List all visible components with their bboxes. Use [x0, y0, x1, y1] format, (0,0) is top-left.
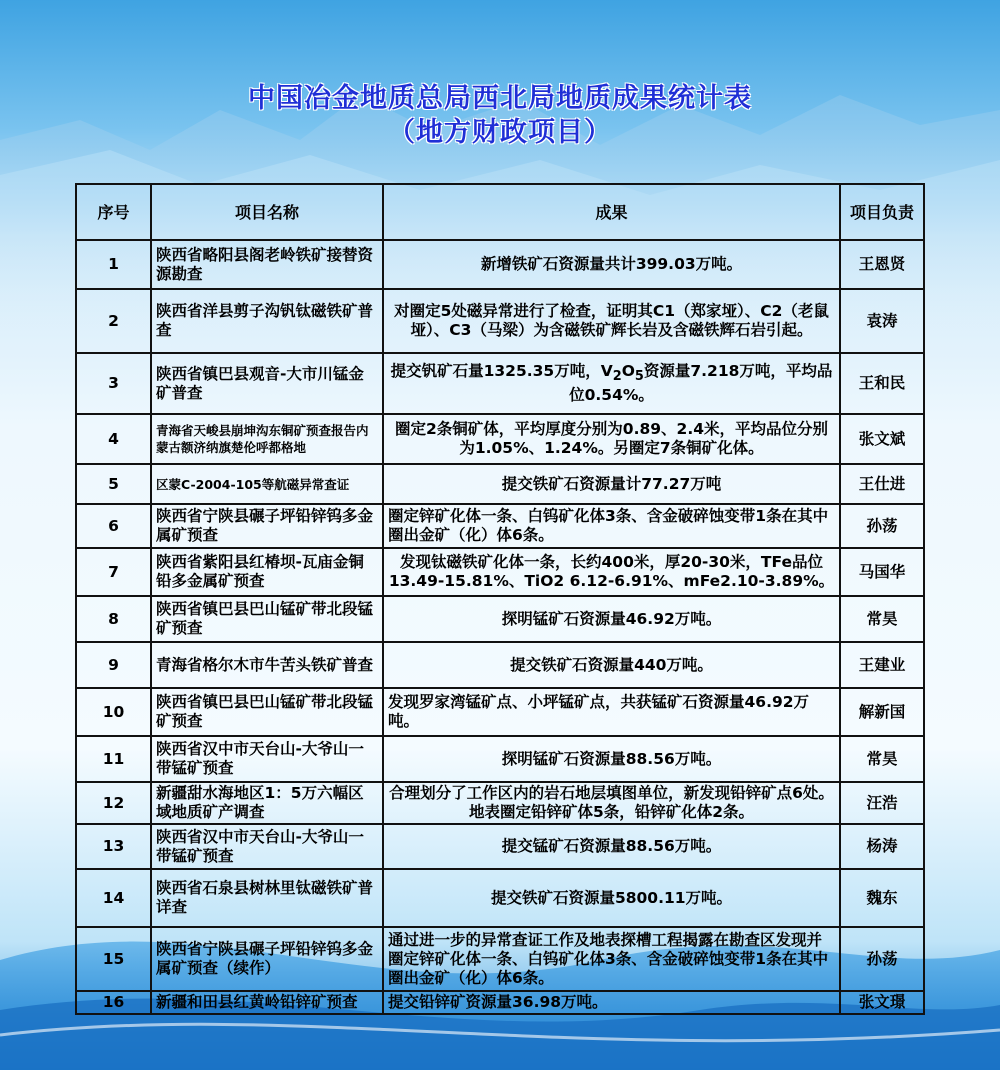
- table-row: [76, 504, 924, 548]
- row-result: 发现罗家湾锰矿点、小坪锰矿点，共获锰矿石资源量46.92万吨。: [383, 688, 840, 736]
- row-project-name: 陕西省镇巴县巴山锰矿带北段锰矿预查: [151, 596, 383, 642]
- row-result: 合理划分了工作区内的岩石地层填图单位，新发现铅锌矿点6处。地表圈定铅锌矿体5条，铅锌矿化体2条。: [383, 782, 840, 824]
- row-leader: 马国华: [840, 548, 924, 596]
- row-no: 3: [76, 353, 151, 414]
- row-no: 12: [76, 782, 151, 824]
- result-subscript: 5: [634, 369, 644, 385]
- table-row: [76, 642, 924, 688]
- row-project-name: 青海省天峻县崩坤沟东铜矿预查报告内蒙古额济纳旗楚伦呼都格地: [151, 414, 383, 464]
- row-project-name: 陕西省石泉县树林里钛磁铁矿普详查: [151, 869, 383, 927]
- row-leader: 解新国: [840, 688, 924, 736]
- results-table: [75, 183, 925, 1015]
- row-project-name: 陕西省汉中市天台山-大爷山一带锰矿预查: [151, 736, 383, 782]
- row-no: 7: [76, 548, 151, 596]
- row-project-name: 新疆甜水海地区1：5万六幅区域地质矿产调查: [151, 782, 383, 824]
- row-result: 发现钛磁铁矿化体一条，长约400米，厚20-30米，TFe品位13.49-15.81%、TiO2 6.12-6.91%、mFe2.10-3.89%。: [383, 548, 840, 596]
- row-result: 提交锰矿石资源量88.56万吨。: [383, 824, 840, 869]
- row-no: 11: [76, 736, 151, 782]
- row-project-name: 陕西省宁陕县碾子坪铅锌钨多金属矿预查: [151, 504, 383, 548]
- row-project-name: 区蒙C-2004-105等航磁异常查证: [151, 464, 383, 504]
- row-project-name: 陕西省汉中市天台山-大爷山一带锰矿预查: [151, 824, 383, 869]
- row-leader: 孙荡: [840, 504, 924, 548]
- table-row: [76, 991, 924, 1014]
- table-row: [76, 240, 924, 289]
- table-row: [76, 596, 924, 642]
- row-leader: 王仕进: [840, 464, 924, 504]
- row-result: 探明锰矿石资源量46.92万吨。: [383, 596, 840, 642]
- row-project-name: 新疆和田县红黄岭铅锌矿预查: [151, 991, 383, 1014]
- result-text-pre: 提交钒矿石量1325.35万吨，V: [390, 361, 613, 380]
- row-leader: 张文璟: [840, 991, 924, 1014]
- column-header-name: 项目名称: [151, 184, 383, 240]
- row-leader: 魏东: [840, 869, 924, 927]
- row-no: 8: [76, 596, 151, 642]
- row-no: 14: [76, 869, 151, 927]
- page-subtitle: （地方财政项目）: [388, 117, 612, 148]
- row-result: 探明锰矿石资源量88.56万吨。: [383, 736, 840, 782]
- row-leader: 袁涛: [840, 289, 924, 353]
- row-result: 通过进一步的异常查证工作及地表探槽工程揭露在勘查区发现并圈定锌矿化体一条、白钨矿化体3条、含金破碎蚀变带1条在其中圈出金矿（化）体6条。: [383, 927, 840, 991]
- table-row: [76, 289, 924, 353]
- title-block: [0, 82, 1000, 150]
- row-leader: 王和民: [840, 353, 924, 414]
- row-project-name: 青海省格尔木市牛苦头铁矿普查: [151, 642, 383, 688]
- row-no: 1: [76, 240, 151, 289]
- row-leader: 张文斌: [840, 414, 924, 464]
- table-row: [76, 688, 924, 736]
- row-result: 提交铁矿石资源量计77.27万吨: [383, 464, 840, 504]
- table-row: [76, 824, 924, 869]
- table-row: [76, 736, 924, 782]
- row-result: 提交铅锌矿资源量36.98万吨。: [383, 991, 840, 1014]
- row-result: 圈定2条铜矿体，平均厚度分别为0.89、2.4米，平均品位分别为1.05%、1.24%。另圈定7条铜矿化体。: [383, 414, 840, 464]
- table-row: [76, 353, 924, 414]
- row-result: 提交铁矿石资源量440万吨。: [383, 642, 840, 688]
- result-text-post: 资源量7.218万吨，平均品位0.54%。: [569, 361, 833, 405]
- column-header-result: 成果: [383, 184, 840, 240]
- row-leader: 常昊: [840, 736, 924, 782]
- row-leader: 王建业: [840, 642, 924, 688]
- table-row: [76, 414, 924, 464]
- row-project-name: 陕西省镇巴县巴山锰矿带北段锰矿预查: [151, 688, 383, 736]
- row-no: 10: [76, 688, 151, 736]
- result-subscript: 2: [612, 369, 622, 385]
- page-title: 中国冶金地质总局西北局地质成果统计表: [248, 83, 752, 114]
- row-no: 9: [76, 642, 151, 688]
- row-result: [383, 353, 840, 414]
- column-header-leader: 项目负责: [840, 184, 924, 240]
- table-row: [76, 869, 924, 927]
- row-leader: 汪浩: [840, 782, 924, 824]
- row-leader: 常昊: [840, 596, 924, 642]
- row-result: 提交铁矿石资源量5800.11万吨。: [383, 869, 840, 927]
- row-result: 对圈定5处磁异常进行了检查，证明其C1（郑家垭）、C2（老鼠垭）、C3（马梁）为含磁铁矿辉长岩及含磁铁辉石岩引起。: [383, 289, 840, 353]
- table-row: [76, 782, 924, 824]
- table-row: [76, 927, 924, 991]
- row-no: 16: [76, 991, 151, 1014]
- row-no: 5: [76, 464, 151, 504]
- row-no: 6: [76, 504, 151, 548]
- row-no: 13: [76, 824, 151, 869]
- table-row: [76, 464, 924, 504]
- result-text-mid: O: [621, 361, 635, 380]
- table-row: [76, 548, 924, 596]
- row-leader: 杨涛: [840, 824, 924, 869]
- row-project-name: 陕西省略阳县阁老岭铁矿接替资源勘查: [151, 240, 383, 289]
- row-leader: 孙荡: [840, 927, 924, 991]
- row-no: 4: [76, 414, 151, 464]
- table-header-row: [76, 184, 924, 240]
- row-result: 圈定锌矿化体一条、白钨矿化体3条、含金破碎蚀变带1条在其中圈出金矿（化）体6条。: [383, 504, 840, 548]
- column-header-no: 序号: [76, 184, 151, 240]
- row-project-name: 陕西省镇巴县观音-大市川锰金矿普查: [151, 353, 383, 414]
- row-result: 新增铁矿石资源量共计399.03万吨。: [383, 240, 840, 289]
- row-project-name: 陕西省洋县剪子沟钒钛磁铁矿普查: [151, 289, 383, 353]
- row-project-name: 陕西省宁陕县碾子坪铅锌钨多金属矿预查（续作）: [151, 927, 383, 991]
- row-project-name: 陕西省紫阳县红椿坝-瓦庙金铜铅多金属矿预查: [151, 548, 383, 596]
- row-no: 15: [76, 927, 151, 991]
- row-no: 2: [76, 289, 151, 353]
- row-leader: 王恩贤: [840, 240, 924, 289]
